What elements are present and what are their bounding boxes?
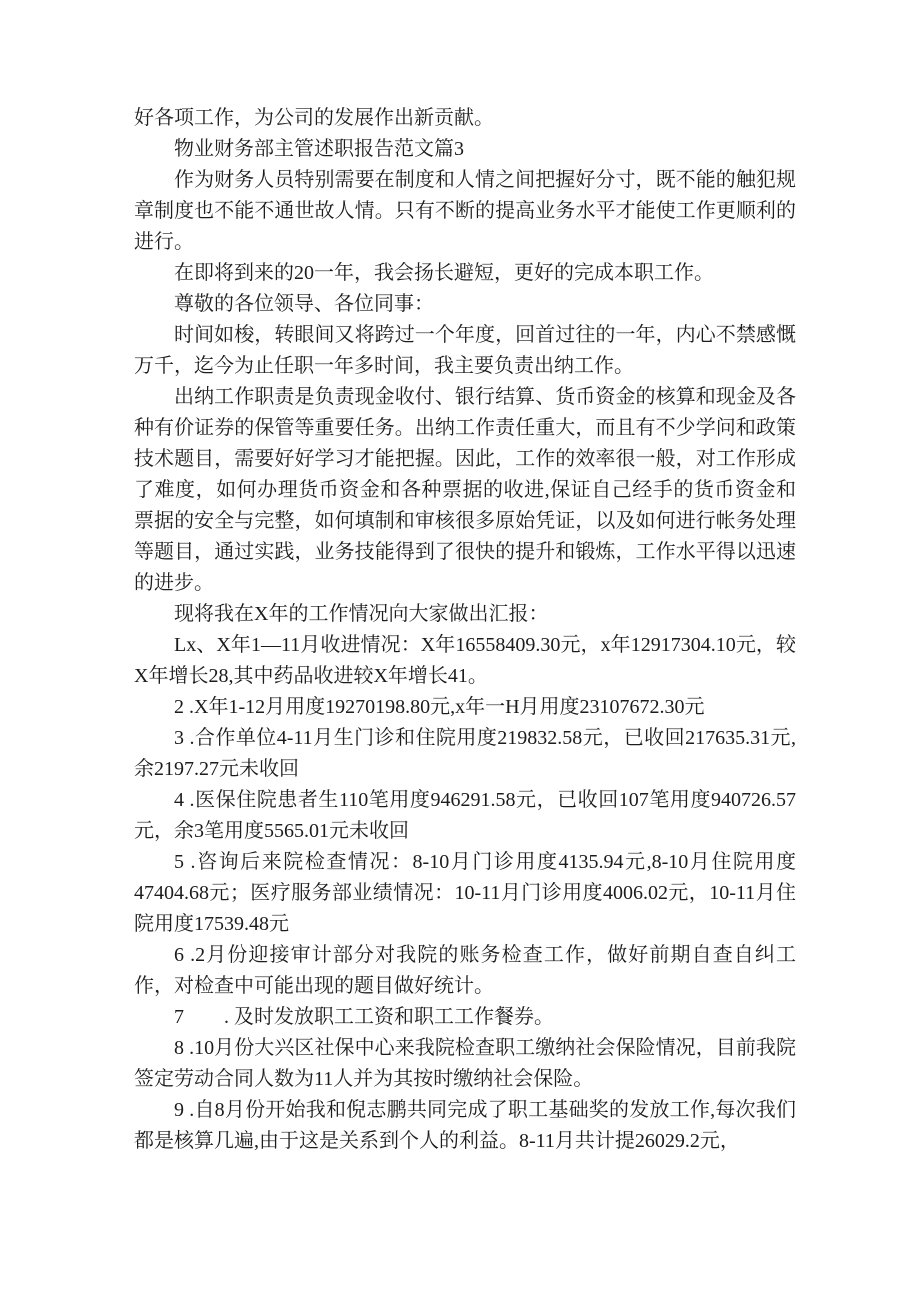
list-item-1: Lx、X年1—11月收进情况：X年16558409.30元，x年12917304.10元，较X年增长28,其中药品收进较X年增长41。 (134, 634, 796, 687)
paragraph: 出纳工作职责是负责现金收付、银行结算、货币资金的核算和现金及各种有价证券的保管等重要任务。出纳工作责任重大，而且有不少学问和政策技术题目，需要好好学习才能把握。因此，工作的效率很一般，对工作形成了难度，如何办理货币资金和各种票据的收进,保证自己经手的货币资金和票据的安全与完整，如何填制和审核很多原始凭证，以及如何进行帐务处理等题目，通过实践，业务技能得到了很快的提升和锻炼，工作水平得以迅速的进步。 (134, 386, 796, 594)
list-item-9: 9 .自8月份开始我和倪志鹏共同完成了职工基础奖的发放工作,每次我们都是核算几遍,由于这是关系到个人的利益。8-11月共计提26029.2元， (134, 1099, 796, 1152)
list-item-5: 5 .咨询后来院检查情况：8-10月门诊用度4135.94元,8-10月住院用度47404.68元；医疗服务部业绩情况：10-11月门诊用度4006.02元，10-11月住院用度17539.48元 (134, 851, 796, 935)
list-item-3: 3 .合作单位4-11月生门诊和住院用度219832.58元，已收回217635.31元,余2197.27元未收回 (134, 727, 796, 780)
list-item-4: 4 .医保住院患者生110笔用度946291.58元，已收回107笔用度940726.57元，余3笔用度5565.01元未收回 (134, 789, 796, 842)
paragraph: 在即将到来的20一年，我会扬长避短，更好的完成本职工作。 (174, 262, 714, 284)
list-item-7: 7 . 及时发放职工工资和职工工作餐券。 (174, 1006, 554, 1028)
paragraph-salutation: 尊敬的各位领导、各位同事： (174, 293, 434, 315)
paragraph: 作为财务人员特别需要在制度和人情之间把握好分寸，既不能的触犯规章制度也不能不通世故人情。只有不断的提高业务水平才能使工作更顺利的进行。 (134, 169, 796, 253)
paragraph-continuation: 好各项工作，为公司的发展作出新贡献。 (134, 107, 494, 129)
paragraph: 现将我在X年的工作情况向大家做出汇报： (174, 603, 549, 625)
list-item-6: 6 .2月份迎接审计部分对我院的账务检查工作，做好前期自查自纠工作，对检查中可能出现的题目做好统计。 (134, 944, 796, 997)
doc-title: 物业财务部主管述职报告范文篇3 (174, 138, 464, 160)
list-item-8: 8 .10月份大兴区社保中心来我院检查职工缴纳社会保险情况，目前我院签定劳动合同人数为11人并为其按时缴纳社会保险。 (134, 1037, 796, 1090)
list-item-2: 2 .X年1-12月用度19270198.80元,x年一H月用度23107672.30元 (174, 696, 705, 718)
paragraph: 时间如梭，转眼间又将跨过一个年度，回首过往的一年，内心不禁感慨万千，迄今为止任职一年多时间，我主要负责出纳工作。 (134, 324, 796, 377)
document-text-block (134, 103, 796, 1157)
